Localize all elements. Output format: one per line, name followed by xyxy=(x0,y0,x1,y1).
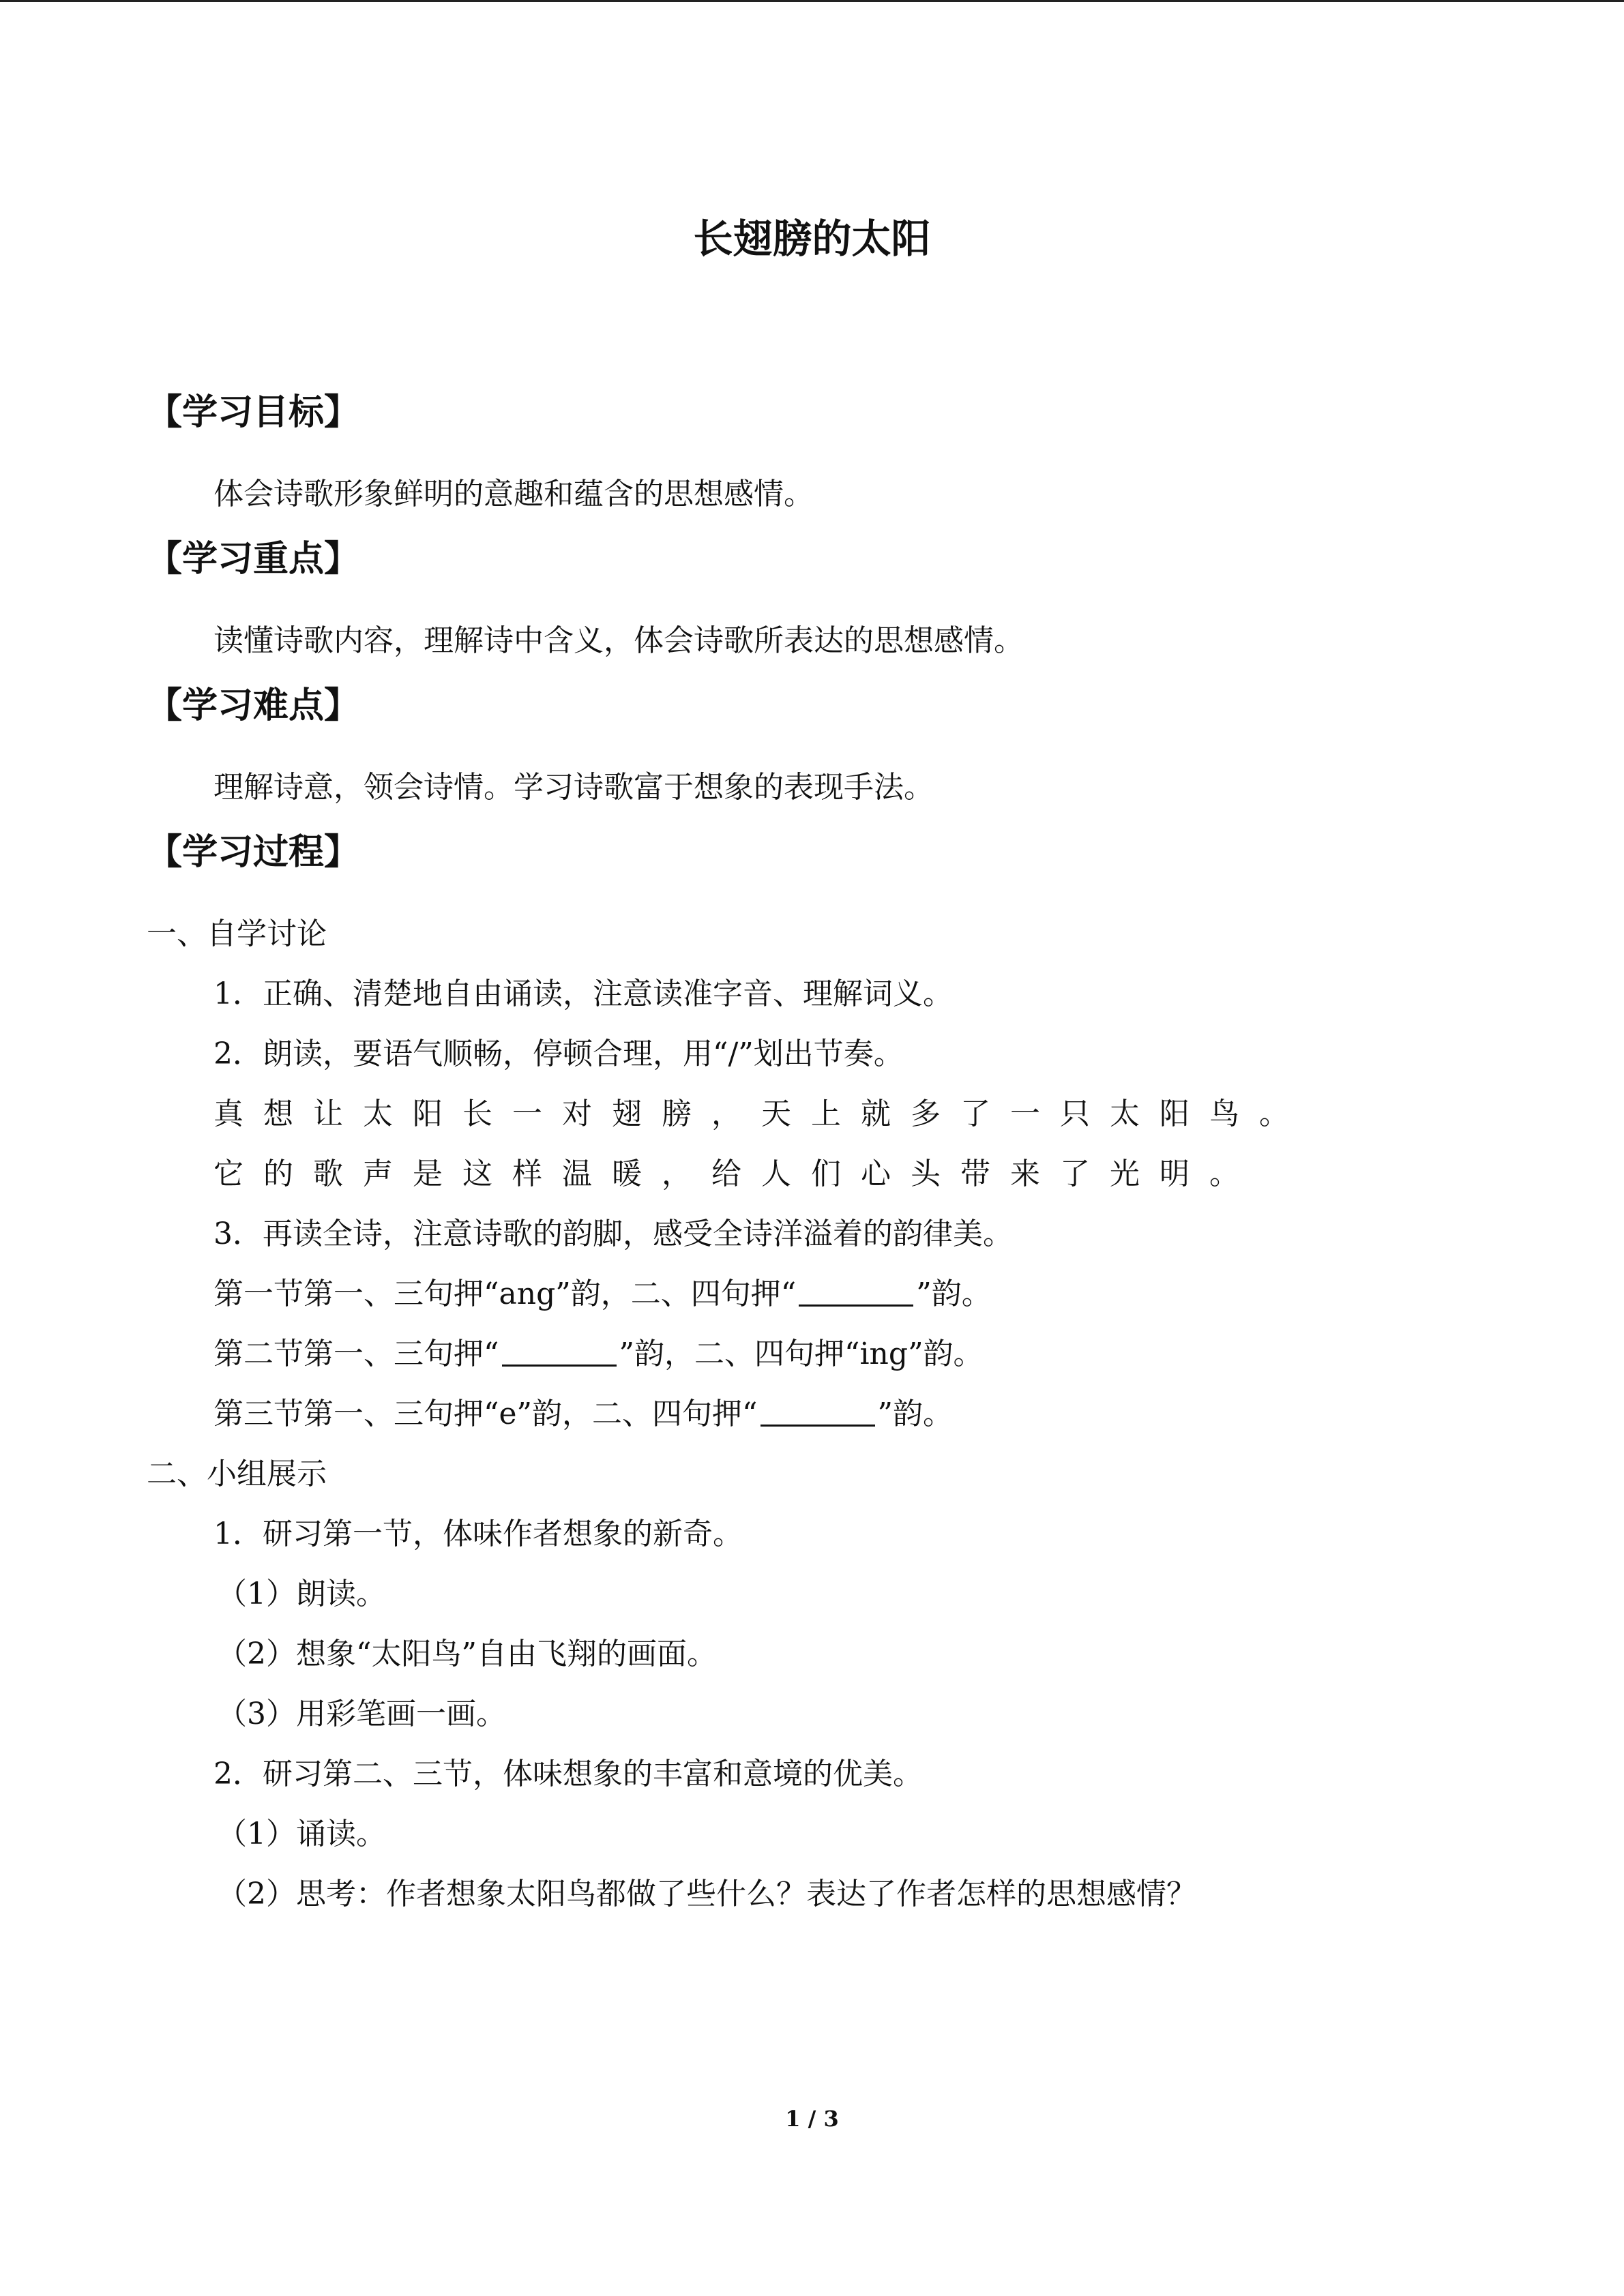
rhyme-line-1-prefix: 第一节第一、三句押“ang”韵，二、四句押“ xyxy=(213,1277,797,1311)
document-title: 长翅膀的太阳 xyxy=(693,215,931,262)
fill-in-blank[interactable] xyxy=(761,1397,875,1427)
part2-item1-sub1: （1）朗读。 xyxy=(217,1577,386,1611)
heading-learning-objective: 【学习目标】 xyxy=(147,392,360,433)
fill-in-blank[interactable] xyxy=(502,1337,617,1367)
heading-key-points: 【学习重点】 xyxy=(147,539,360,580)
fill-in-blank[interactable] xyxy=(799,1277,913,1307)
part2-item1: 1．研习第一节，体味作者想象的新奇。 xyxy=(213,1517,743,1551)
part2-label: 二、小组展示 xyxy=(147,1457,327,1491)
objective-text: 体会诗歌形象鲜明的意趣和蕴含的思想感情。 xyxy=(213,477,814,511)
poem-line-2: 它的歌声是这样温暖，给人们心头带来了光明。 xyxy=(213,1157,1259,1191)
rhyme-line-1 xyxy=(213,1274,992,1315)
rhyme-line-3 xyxy=(213,1394,953,1435)
part1-item2: 2．朗读，要语气顺畅，停顿合理，用“/”划出节奏。 xyxy=(213,1037,904,1071)
part2-item1-sub2: （2）想象“太阳鸟”自由飞翔的画面。 xyxy=(217,1637,717,1671)
part2-item2: 2．研习第二、三节，体味想象的丰富和意境的优美。 xyxy=(213,1757,923,1791)
part2-item2-sub1: （1）诵读。 xyxy=(217,1817,386,1851)
poem-line-1: 真想让太阳长一对翅膀，天上就多了一只太阳鸟。 xyxy=(213,1097,1309,1131)
rhyme-line-2 xyxy=(213,1334,984,1375)
rhyme-line-3-prefix: 第三节第一、三句押“e”韵，二、四句押“ xyxy=(213,1397,758,1431)
page-number: 1 / 3 xyxy=(785,2106,839,2132)
part1-item3: 3．再读全诗，注意诗歌的韵脚，感受全诗洋溢着的韵律美。 xyxy=(213,1217,1013,1251)
part1-item1: 1．正确、清楚地自由诵读，注意读准字音、理解词义。 xyxy=(213,976,953,1011)
part2-item1-sub3: （3）用彩笔画一画。 xyxy=(217,1697,506,1731)
rhyme-line-3-suffix: ”韵。 xyxy=(877,1397,954,1431)
part2-item2-sub2: （2）思考：作者想象太阳鸟都做了些什么？表达了作者怎样的思想感情？ xyxy=(217,1877,1196,1911)
rhyme-line-1-suffix: ”韵。 xyxy=(916,1277,992,1311)
rhyme-line-2-prefix: 第二节第一、三句押“ xyxy=(213,1337,499,1371)
heading-learning-process: 【学习过程】 xyxy=(147,832,360,873)
page-top-border xyxy=(0,0,1624,2)
part1-label: 一、自学讨论 xyxy=(147,916,327,951)
heading-difficulties: 【学习难点】 xyxy=(147,685,360,726)
difficulty-text: 理解诗意，领会诗情。学习诗歌富于想象的表现手法。 xyxy=(213,770,934,805)
rhyme-line-2-suffix: ”韵，二、四句押“ing”韵。 xyxy=(619,1337,984,1371)
keypoint-text: 读懂诗歌内容，理解诗中含义，体会诗歌所表达的思想感情。 xyxy=(213,623,1024,658)
